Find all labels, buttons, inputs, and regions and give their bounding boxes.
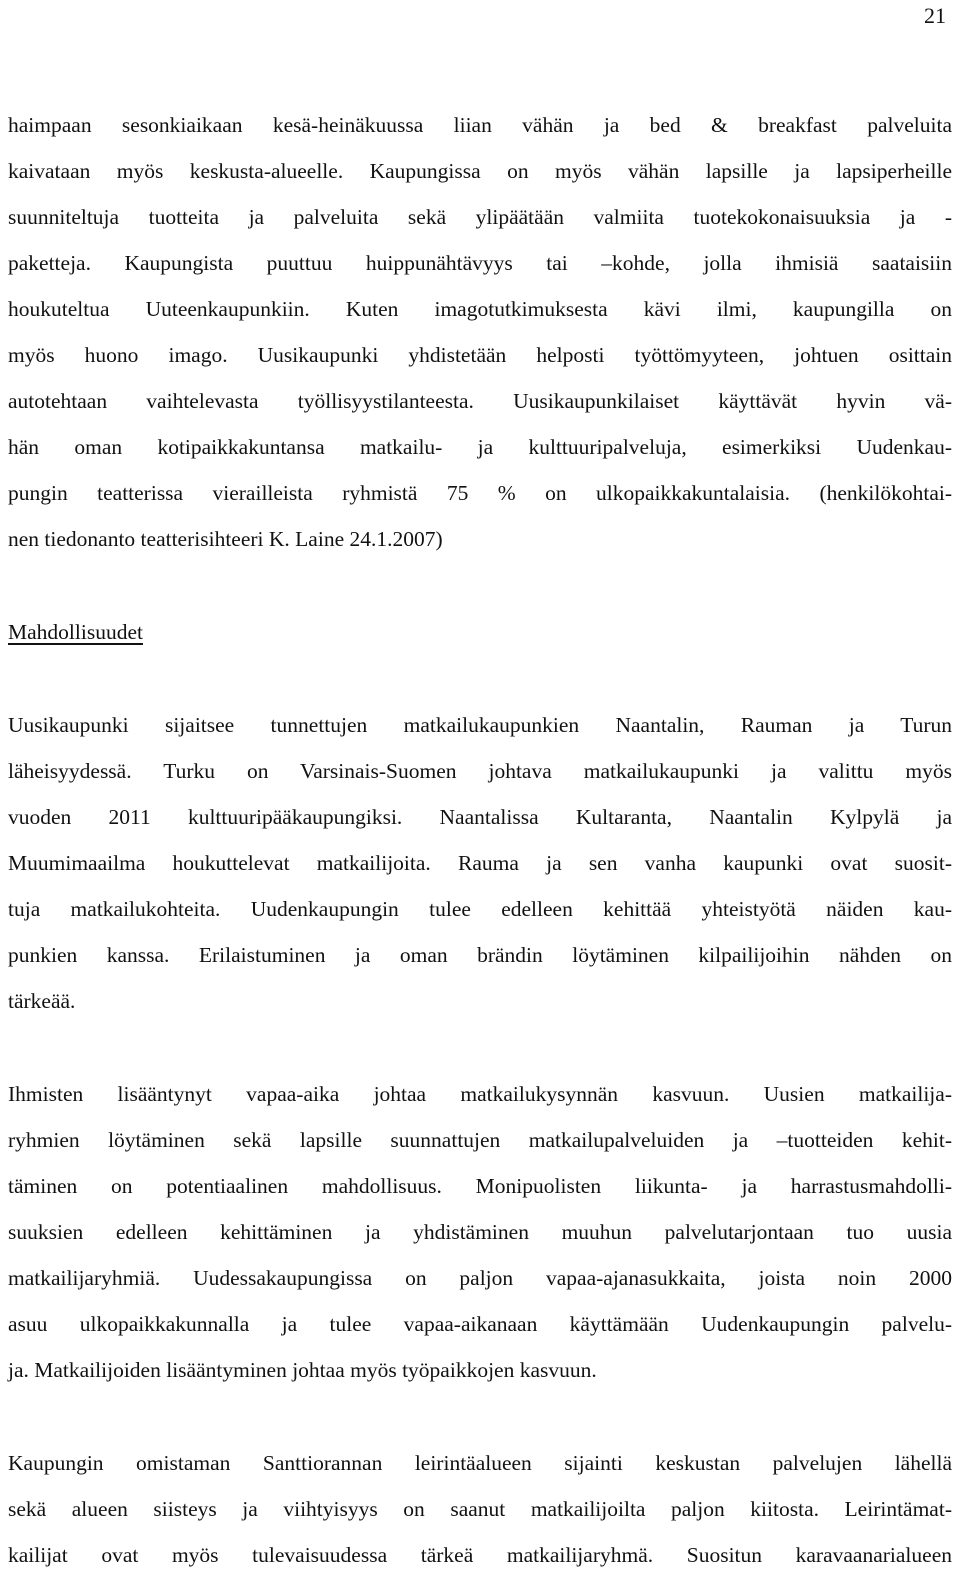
- paragraph-gap: [8, 655, 952, 702]
- text-line: kailijat ovat myös tulevaisuudessa tärkeä matkailijaryhmä. Suositun karavaanarialueen: [8, 1543, 952, 1567]
- text-line: Ihmisten lisääntynyt vapaa-aika johtaa matkailukysynnän kasvuun. Uusien matkailija-: [8, 1082, 952, 1106]
- paragraph-gap: [8, 562, 952, 609]
- text-line: läheisyydessä. Turku on Varsinais-Suomen johtava matkailukaupunki ja valittu myös: [8, 759, 952, 783]
- text-line: asuu ulkopaikkakunnalla ja tulee vapaa-aikanaan käyttämään Uudenkaupungin palvelu-: [8, 1312, 952, 1336]
- text-line: ja. Matkailijoiden lisääntyminen johtaa myös työpaikkojen kasvuun.: [8, 1358, 597, 1382]
- text-line: Muumimaailma houkuttelevat matkailijoita. Rauma ja sen vanha kaupunki ovat suosit-: [8, 851, 952, 875]
- text-line: matkailijaryhmiä. Uudessakaupungissa on paljon vapaa-ajanasukkaita, joista noin 2000: [8, 1266, 952, 1290]
- document-body: [8, 102, 952, 1578]
- text-line: nen tiedonanto teatterisihteeri K. Laine 24.1.2007): [8, 527, 443, 551]
- text-line: suuksien edelleen kehittäminen ja yhdistäminen muuhun palvelutarjontaan tuo uusia: [8, 1220, 952, 1244]
- text-line: kaivataan myös keskusta-alueelle. Kaupungissa on myös vähän lapsille ja lapsiperheille: [8, 159, 952, 183]
- text-line: ryhmien löytäminen sekä lapsille suunnattujen matkailupalveluiden ja –tuotteiden kehit-: [8, 1128, 952, 1152]
- paragraph-weaknesses-continued: [8, 102, 952, 562]
- section-heading: [8, 609, 952, 655]
- text-line: tärkeää.: [8, 989, 76, 1013]
- text-line: täminen on potentiaalinen mahdollisuus. Monipuolisten liikunta- ja harrastusmahdolli-: [8, 1174, 952, 1198]
- paragraph-opportunities-3: [8, 1440, 952, 1578]
- paragraph-gap: [8, 1393, 952, 1440]
- text-line: myös huono imago. Uusikaupunki yhdistetään helposti työttömyyteen, johtuen osittain: [8, 343, 952, 367]
- paragraph-gap: [8, 1024, 952, 1071]
- text-line: tuja matkailukohteita. Uudenkaupungin tulee edelleen kehittää yhteistyötä näiden kau-: [8, 897, 952, 921]
- text-line: haimpaan sesonkiaikaan kesä-heinäkuussa liian vähän ja bed & breakfast palveluita: [8, 113, 952, 137]
- section-heading-text: Mahdollisuudet: [8, 620, 143, 644]
- text-line: suunniteltuja tuotteita ja palveluita sekä ylipäätään valmiita tuotekokonaisuuksia ja -: [8, 205, 952, 229]
- page-number: 21: [924, 3, 946, 28]
- text-line: paketteja. Kaupungista puuttuu huippunähtävyys tai –kohde, jolla ihmisiä saataisiin: [8, 251, 952, 275]
- text-line: pungin teatterissa vierailleista ryhmistä 75 % on ulkopaikkakuntalaisia. (henkilökohtai-: [8, 481, 952, 505]
- text-line: punkien kanssa. Erilaistuminen ja oman brändin löytäminen kilpailijoihin nähden on: [8, 943, 952, 967]
- text-line: autotehtaan vaihtelevasta työllisyystilanteesta. Uusikaupunkilaiset käyttävät hyvin vä-: [8, 389, 952, 413]
- text-line: hän oman kotipaikkakuntansa matkailu- ja kulttuuripalveluja, esimerkiksi Uudenkau-: [8, 435, 952, 459]
- paragraph-opportunities-2: [8, 1071, 952, 1393]
- paragraph-opportunities-1: [8, 702, 952, 1024]
- text-line: vuoden 2011 kulttuuripääkaupungiksi. Naantalissa Kultaranta, Naantalin Kylpylä ja: [8, 805, 952, 829]
- text-line: Uusikaupunki sijaitsee tunnettujen matkailukaupunkien Naantalin, Rauman ja Turun: [8, 713, 952, 737]
- text-line: houkuteltua Uuteenkaupunkiin. Kuten imagotutkimuksesta kävi ilmi, kaupungilla on: [8, 297, 952, 321]
- text-line: sekä alueen siisteys ja viihtyisyys on saanut matkailijoilta paljon kiitosta. Leirintämat-: [8, 1497, 952, 1521]
- text-line: Kaupungin omistaman Santtiorannan leirintäalueen sijainti keskustan palvelujen lähellä: [8, 1451, 952, 1475]
